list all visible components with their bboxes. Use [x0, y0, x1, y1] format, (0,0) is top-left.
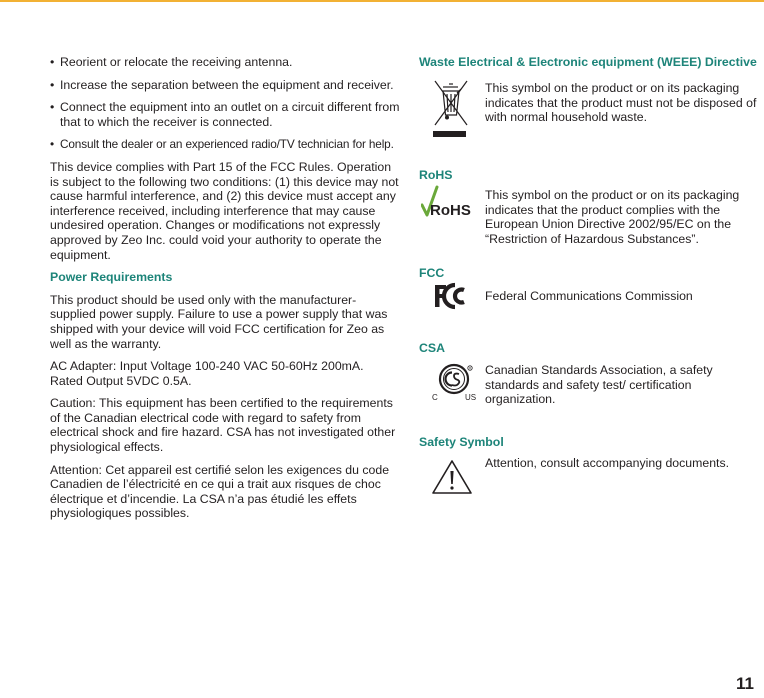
- csa-heading: CSA: [419, 341, 445, 355]
- ac-adapter-spec: [50, 359, 400, 388]
- safety-symbol-description: Attention, consult accompanying documents.: [485, 456, 730, 470]
- rohs-logo-text: RoHS: [430, 202, 471, 219]
- ac-adapter-input: AC Adapter: Input Voltage 100-240 VAC 50-60Hz 200mA.: [50, 359, 364, 374]
- fcc-description: Federal Communications Commission: [485, 289, 693, 303]
- rohs-check-icon: [421, 184, 479, 220]
- csa-description: Canadian Standards Association, a safety standards and safety test/ certification organization.: [485, 363, 713, 407]
- bullet-item: • Reorient or relocate the receiving antenna.: [50, 55, 400, 70]
- rohs-heading: RoHS: [419, 168, 453, 182]
- crossed-out-wheelie-bin-icon: [431, 79, 471, 141]
- csa-mark-icon: [431, 361, 477, 401]
- weee-heading: Waste Electrical & Electronic equipment (WEEE) Directive: [419, 55, 757, 69]
- warning-triangle-icon: [431, 459, 473, 495]
- caution-paragraph: Caution: This equipment has been certified to the requirements of the Canadian electrical code with regard to safety from electrical shock and fire hazard. CSA has not investigated other physiological effects.: [50, 396, 396, 455]
- svg-text:US: US: [465, 393, 477, 401]
- top-accent-rule: [0, 0, 764, 2]
- csa-section: [419, 341, 764, 407]
- bullet-item: • Increase the separation between the equipment and receiver.: [50, 78, 400, 93]
- fcc-section: [419, 266, 764, 303]
- weee-section: [419, 55, 764, 125]
- power-requirements-paragraph: This product should be used only with the manufacturer-supplied power supply. Failure to use a power supply that was shipped with your device will void FCC certification for Zeo as well as the warranty.: [50, 292, 388, 351]
- fcc-compliance-paragraph: This device complies with Part 15 of the FCC Rules. Operation is subject to the following two conditions: (1) this device may not cause harmful interference, and (2) this device must accept any interference received, including interference that may cause undesired operation. Changes or modifications not expressly approved by Zeo Inc. could void your authority to operate the equipment.: [50, 159, 399, 262]
- attention-paragraph-french: Attention: Cet appareil est certifié selon les exigences du code Canadien de l’électricité en ce qui a trait aux risques de choc électrique et d’incendie. La CSA n’a pas étudié les effets physiologiques possibles.: [50, 462, 390, 521]
- page-number: 11: [736, 674, 754, 693]
- rohs-description: This symbol on the product or on its packaging indicates that the product complies with the European Union Directive 2002/95/EC on the “Restriction of Hazardous Substances”.: [485, 188, 740, 246]
- left-column: [50, 55, 400, 529]
- fcc-heading: FCC: [419, 266, 445, 280]
- safety-symbol-section: [419, 435, 764, 470]
- bullet-item: • Connect the equipment into an outlet on a circuit different from that to which the receiver is connected.: [50, 100, 400, 129]
- bullet-item: • Consult the dealer or an experienced radio/TV technician for help.: [50, 137, 400, 152]
- svg-text:C: C: [432, 393, 438, 401]
- safety-symbol-heading: Safety Symbol: [419, 435, 504, 449]
- fcc-logo-icon: [433, 282, 469, 310]
- rohs-section: [419, 168, 764, 246]
- ac-adapter-output: Rated Output 5VDC 0.5A.: [50, 373, 192, 388]
- weee-description: This symbol on the product or on its packaging indicates that the product must not be disposed of with normal household waste.: [485, 81, 757, 125]
- power-requirements-heading: Power Requirements: [50, 270, 173, 285]
